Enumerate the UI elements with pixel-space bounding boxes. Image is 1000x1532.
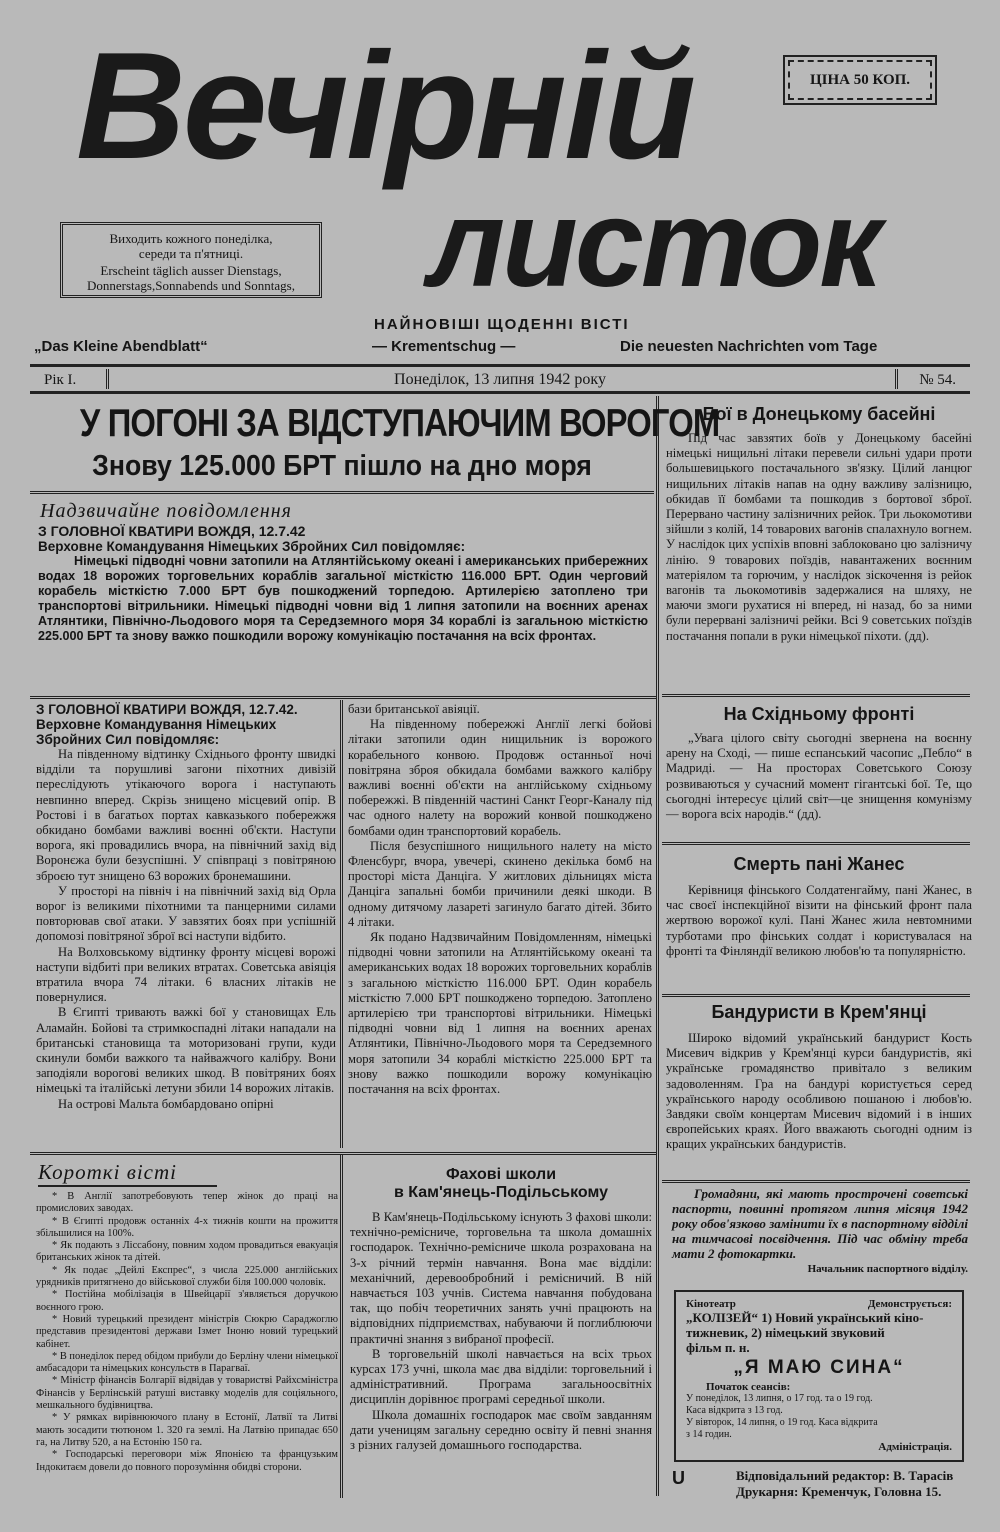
dateline-divider (895, 369, 898, 389)
report-paragraph: На острові Мальта бомбардовано опірні (58, 1096, 274, 1111)
issue-year: Рік І. (44, 372, 77, 388)
cinema-schedule-1: У понеділок, 13 липня, о 17 год. та о 19 год. (686, 1393, 873, 1404)
right-rule (662, 842, 970, 845)
issue-number: № 54. (919, 372, 956, 388)
janes-text: Керівниця фінського Солдатенгайму, пані Жанес, в час своєї інспекційної візити на фінський фронт пала жертвою ворожої кулі. Пані Жанес жила невтомними турботами про фінських солдат і користувалася на фронті та Фінляндії великою любов'ю та популярністю. (666, 883, 972, 958)
tagline-ua: НАЙНОВІШІ ЩОДЕННІ ВІСТІ (374, 316, 630, 333)
cinema-schedule-4: з 14 годин. (686, 1429, 732, 1440)
tagline-de-right: Die neuesten Nachrichten vom Tage (620, 338, 878, 355)
frequency-ua-2: середи та п'ятниці. (138, 246, 244, 261)
right-rule (662, 694, 970, 697)
frequency-box (60, 222, 322, 298)
short-news-item: * Як подає „Дейлі Експрес“, з числа 225.000 англійських урядників притягнено до військової служби біля 100.000 чоловік. (36, 1264, 338, 1289)
cinema-label: Кінотеатр (686, 1298, 736, 1310)
cinema-name: „КОЛІЗЕЙ“ (686, 1310, 758, 1325)
short-news-section (36, 1160, 338, 1500)
donetsk-text: Під час завзятих боїв у Донецькому басейні німецькі нищильні літаки перевели сильні удари проти большевицького постачального зв'язку. Цілий ланцюг нищильних літаків напав на одну важливу залізницю, обкидав її бомбами та пошкодив з бортової зброї. Перервано частину залізничних рейок. Три льокомотиви зійшли з колій, 14 товарових вагонів спалахнуло вогнем. У наслідок цих успіхів вповні заблоковано цю залізничу лінію. 9 товарових поїздів, навантажених воєнним матеріялом та горючим, у наслідок зіскочення із рейок вагонів та льокомотивів задержалися на шляху, не маючи змоги рухатися ні вперед, ні назад, бо за ними були перервані залізничі рейки. Всі 9 советських поїздів постачання попали в руки німецької піхоти. (дд). (666, 431, 972, 643)
cinema-shows-label: Демонструється: (867, 1298, 952, 1310)
right-rule (662, 994, 970, 997)
report-paragraph: На Волховському відтинку фронту місцеві ворожі наступи відбиті при великих втратах. Советська авіяція втратила вчора 74 літаки. 6 власних літаків не повернулися. (36, 944, 336, 1005)
lead-command-line: Верховне Командування Німецьких Збройних Сил повідомляє: (38, 539, 466, 554)
short-news-item: * Господарські переговори між Японією та французьким Індокитаєм довели до повного порозуміння обидві сторони. (36, 1449, 338, 1473)
janes-title: Смерть пані Жанес (733, 854, 905, 874)
report-paragraph: Як подано Надзвичайним Повідомленням, німецькі підводні човни затопили на Атлянтійському океані та американських водах 18 ворожих торговельних кораблів з загальною місткістю 116.000 БРТ. Один корабель місткістю 7.000 БРТ пошкоджено торпедою. Затоплено артилерією три транспортові вітрильники. Німецькі підводні човни від 1 липня на воєнних аренах Атлянтики, Північно-Льодового моря та Середземного моря затопили 34 кораблі місткістю 225.000 БРТ та знову важко пошкодили ворожу комунікацію постачання на всіх фронтах. (348, 930, 652, 1097)
short-news-item: * Новий турецький президент міністрів Сюкрю Сараджоглю представив президентові держави Ізмет Іноню новий турецький кабінет. (36, 1313, 338, 1350)
cinema-film-title: „Я МАЮ СИНА“ (733, 1357, 905, 1378)
masthead-title-line2: листок (428, 175, 880, 313)
footer-printer: Друкарня: Кременчук, Головна 15. (736, 1484, 942, 1499)
lead-hq-line: З ГОЛОВНОЇ КВАТИРИ ВОЖДЯ, 12.7.42 (38, 523, 306, 539)
schools-article (350, 1166, 652, 1500)
cinema-ad (674, 1290, 964, 1462)
cinema-admin: Адміністрація. (878, 1441, 952, 1453)
bandurists-text: Широко відомий український бандурист Кость Мисевич відкрив у Крем'янці курси бандуристів, які українське громадянство привітало з великим задоволенням. Гра на бандурі користується серед українського народу особливою пошаною і любов'ю. Завдяки своїм концертам Мисевич відомий і в інших європейських краях. Його вважають сьогодні одним із кращих українських бандуристів. (666, 1031, 972, 1152)
frequency-de-1: Erscheint täglich ausser Dienstags, (100, 263, 282, 278)
printer-mark: U (672, 1468, 685, 1488)
short-news-item: * В понеділок перед обідом прибули до Берліну члени німецької амбасадори та німецьких консульств в Парагваї. (36, 1350, 338, 1375)
lead-headline: У ПОГОНІ ЗА ВІДСТУПАЮЧИМ ВОРОГОМ (79, 402, 720, 445)
tagline-de-left: „Das Kleine Abendblatt“ (34, 338, 208, 355)
tagline-city: — Krementschug — (372, 338, 516, 355)
report-column-2 (348, 702, 652, 1148)
schools-title-2: в Кам'янець-Подільському (394, 1184, 608, 1201)
lead-bulletin: Німецькі підводні човни затопили на Атлянтійському океані і американських прибережних водах 18 ворожих торговельних кораблів загальної місткістю 116.000 БРТ. Один черговий корабель місткістю 7.000 БРТ був пошкоджений торпедою. Артилерією затоплено три транспортові вітрильники. Німецькі підводні човни від 1 липня затопили на воєнних аренах Атлянтики, Північно-Льодового моря та Середземного моря 34 кораблі із загальною місткістю 225.000 БРТ та знову важко пошкодили ворожу комунікацію постачання на всіх фронтах. (38, 554, 648, 643)
lead-block (30, 400, 720, 696)
schools-paragraph: В торговельній школі навчається на всіх трьох курсах 173 учні, школа має два відділи: торговельний і адміністративний. Програма загальноосвітніх дисциплін дорівнює програмі середньої школи. (350, 1346, 652, 1407)
short-news-item: * Як подають з Ліссабону, повним ходом провадиться евакуація британських жінок та дітей. (36, 1240, 338, 1264)
frequency-ua-1: Виходить кожного понеділка, (109, 231, 273, 246)
lead-divider (30, 491, 654, 494)
cinema-schedule-2: Каса відкрита з 13 год. (686, 1405, 783, 1416)
passport-notice-text: Громадяни, які мають прострочені советські паспорти, повинні протягом липня місяця 1942 року обов'язково замінити їх в паспортному відділі на тимчасові посвідчення. Під час обміну треба мати 2 фотокартки. (672, 1186, 968, 1261)
short-news-item: * Постійна мобілізація в Швейцарії з'являється доручкою воєнного грою. (36, 1289, 338, 1313)
passport-notice-signature: Начальник паспортного відділу. (807, 1263, 968, 1275)
cinema-schedule-3: У вівторок, 14 липня, о 19 год. Каса відкрита (686, 1417, 878, 1428)
eastern-front-title: На Східньому фронті (723, 704, 915, 724)
janes-article (666, 854, 972, 990)
bandurists-title: Бандуристи в Крем'янці (711, 1002, 927, 1022)
masthead-title-line1: Вечірній (76, 21, 694, 191)
report-paragraph: Після безуспішного нищильного налету на місто Фленсбург, вчора, увечері, скинено декілька бомб на просторі міста Данціга. У житлових дільницях міста Данціга запальні бомби причинили деякі шкоди. В одному дитячому лазареті загинуло багато дітей. Збито 4 літаки. (348, 838, 652, 929)
cinema-line-1: 1) Новий український кіно- (761, 1310, 924, 1325)
passport-notice (672, 1186, 968, 1284)
bandurists-article (666, 1002, 972, 1178)
right-rule (662, 1180, 970, 1183)
lead-bottom-rule (30, 696, 656, 699)
report-paragraph: У просторі на північ і на північний захід від Орла ворог із великими піхотними та панцерними силами повторював свої атаки. У завзятих боях при успішній допомозі повітряної зброї всі наступи відбито. (36, 883, 336, 944)
eastern-front-article (666, 704, 972, 840)
donetsk-article (666, 404, 972, 692)
report-bottom-rule (30, 1152, 656, 1155)
lead-kicker: Надзвичайне повідомлення (40, 500, 292, 522)
cinema-line-3: фільм п. н. (686, 1340, 750, 1355)
report-paragraph: На південному відтинку Східнього фронту швидкі відділи та порушливі загони піхотних дивізій переслідують утікаючого ворога і наступають невпинно вперед. Скрізь знищено місцевий опір. В Ростові і в багатьох портах кавказького побережжя обкидано бомбами важливі воєнні об'єкти. Наступи ворога, які провадились вчора, на північний захід від Воронєжа були безуспішні. У співпраці з повітряною зброєю тут знищено 63 ворожих бронемашини. (36, 747, 336, 883)
report-paragraph: В Єгипті тривають важкі бої у становищах Ель Аламайн. Бойові та стримкоспадні літаки нападали на британські становища та моторизовані групи, куди скинули бомби важкого та найважчого калібру. Вони заподіяли ворогові великих шкод. В повітряних боях німецькі та італійські летуни збили 14 ворожих літаків. (36, 1005, 336, 1096)
short-news-item: * В Єгипті продовж останніх 4-х тижнів кошти на прожиття збільшилися на 100%. (36, 1215, 338, 1239)
cinema-start-label: Початок сеансів: (706, 1381, 791, 1393)
price-box: ЦІНА 50 КОП. (788, 60, 932, 100)
column-rule-middle (340, 700, 343, 1148)
donetsk-title: Бої в Донецькому басейні (702, 404, 936, 424)
report-paragraph: На південному побережжі Англії легкі бойові літаки затопили один нищильник із ворожого корабельного конвою. Продовж останньої ночі повітряна зброя обкидала бомбами важкого калібру важливі воєнні об'єкти на англійському східньому побережжі. В південній частині Санкт Георг-Каналу під час одного налету на ворожий конвой пошкоджено бомбами один транспортовий корабель. (348, 717, 652, 838)
schools-paragraph: Школа домашніх господарок має своїм завданням дати ученицям загальну середню освіту й певні знання з різних галузей домашнього господарства. (350, 1407, 652, 1453)
report-column-1 (36, 702, 336, 1148)
dateline-bar (30, 364, 970, 394)
short-news-title: Короткі вісті (38, 1160, 217, 1187)
column-rule-bottom (340, 1154, 343, 1498)
eastern-front-text: „Увага цілого світу сьогодні звернена на воєнну арену на Сході, — пише еспанський часопис „Пебло“ в Мадриді. — На просторах Советського Союзу розвиваються у сучасний момент гігантські бої. Те, що сьогодні інтересує цілий світ—це знищення комунізму — ворога всіх народів.“ (дд). (666, 731, 972, 822)
cinema-line-2: тижневик, 2) німецький звуковий (686, 1325, 885, 1340)
short-news-item: * Міністр фінансів Болгарії відвідав у товаристві Райхсміністра Фінансів у Берлінській ратуші виставку моделів для соціяльного, мешкального будівництва. (36, 1375, 338, 1412)
frequency-de-2: Donnerstags,Sonnabends und Sonntags, (87, 278, 295, 293)
schools-paragraph: В Кам'янець-Подільському існують 3 фахові школи: технічно-ремісниче, торговельна та школа домашніх господарок. Технічно-ремісниче школа розрахована на 3-х річний термін навчання. Вона має відділи: механічний, деревообробний і ремісничий. В ній навчається 103 учнів. Система навчання побудована так, що побіч теоретичних занять учні працюють на відповідних підприємствах, набуваючи й поглиблюючи практичні знання з вибраної професії. (350, 1210, 652, 1346)
footer-editor: Відповідальний редактор: В. Тарасів (736, 1468, 954, 1483)
short-news-item: * В Англії запотребовують тепер жінок до праці на промислових заводах. (36, 1191, 338, 1215)
schools-title-1: Фахові школи (445, 1166, 557, 1183)
report-command-line: Верховне Командування Німецьких Збройних Сил повідомляє: (36, 717, 277, 747)
report-hq-line: З ГОЛОВНОЇ КВАТИРИ ВОЖДЯ, 12.7.42. (36, 702, 298, 717)
short-news-item: * У рямках вирівнюючого плану в Естонії, Латвії та Литві мають зосадити тютюном 1. 320 га землі. На Латвію припадає 650 га, на Литву 520, а на Естонію 150 га. (36, 1412, 338, 1448)
column-rule-right (656, 396, 659, 1496)
lead-subheadline: Знову 125.000 БРТ пішло на дно моря (92, 450, 592, 482)
report-paragraph: бази британської авіяції. (348, 702, 480, 716)
issue-date: Понеділок, 13 липня 1942 року (394, 371, 606, 388)
